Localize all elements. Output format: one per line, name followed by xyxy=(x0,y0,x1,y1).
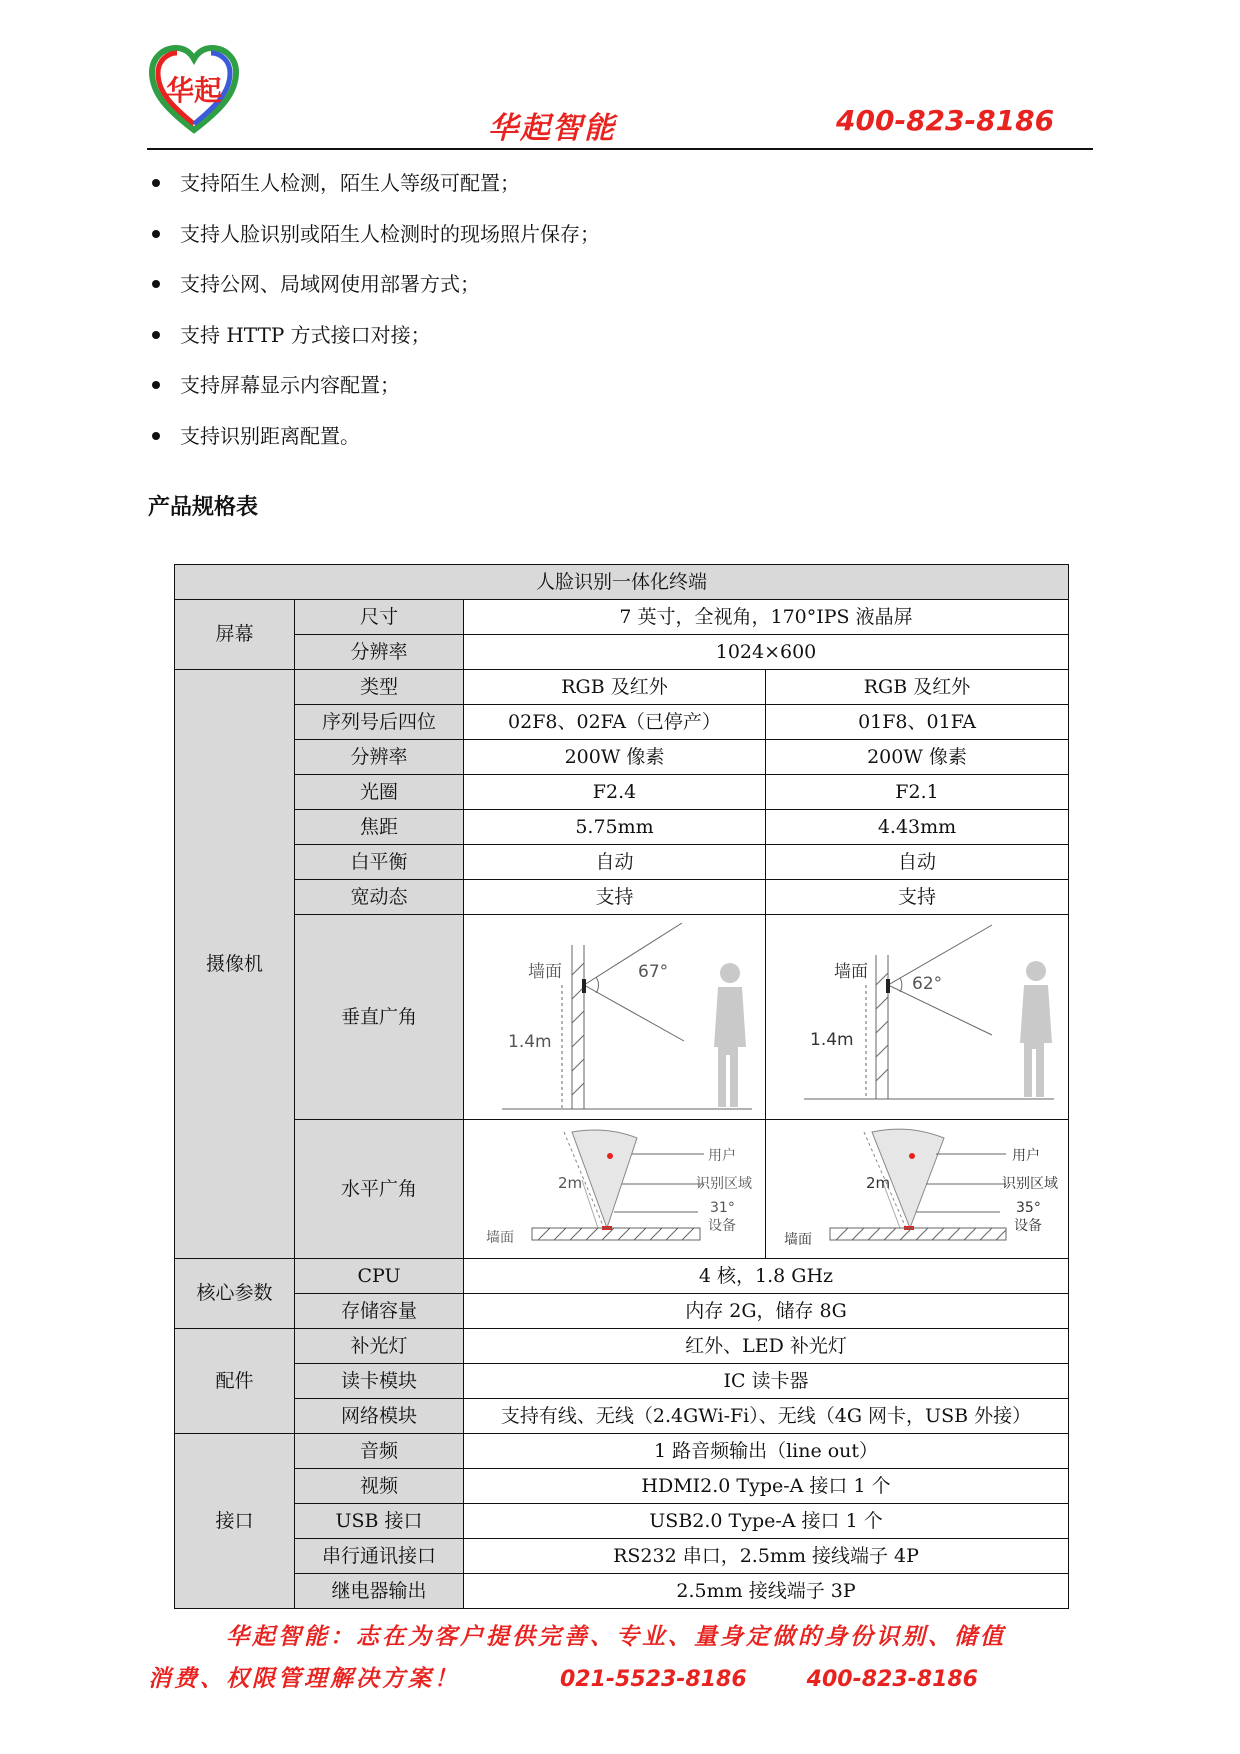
spec-label: 视频 xyxy=(295,1469,464,1504)
spec-label: 类型 xyxy=(295,670,464,705)
spec-value: F2.4 xyxy=(464,775,766,810)
bullet-icon xyxy=(152,432,160,440)
spec-value: RGB 及红外 xyxy=(766,670,1069,705)
spec-value: 支持 xyxy=(464,880,766,915)
svg-text:识别区域: 识别区域 xyxy=(1002,1176,1058,1192)
footer-phone-2: 400-823-8186 xyxy=(806,1667,978,1692)
feature-list xyxy=(150,166,600,469)
spec-label: USB 接口 xyxy=(295,1504,464,1539)
list-item: 支持公网、局域网使用部署方式； xyxy=(150,267,600,318)
spec-value: 4 核，1.8 GHz xyxy=(464,1259,1069,1294)
svg-text:墙面: 墙面 xyxy=(834,962,868,982)
svg-text:1.4m: 1.4m xyxy=(810,1030,854,1050)
svg-text:31°: 31° xyxy=(710,1200,735,1216)
spec-label: 串行通讯接口 xyxy=(295,1539,464,1574)
bullet-icon xyxy=(152,179,160,187)
spec-label: 宽动态 xyxy=(295,880,464,915)
list-item: 支持屏幕显示内容配置； xyxy=(150,368,600,419)
spec-value: 02F8、02FA（已停产） xyxy=(464,705,766,740)
vertical-angle-diagram-b xyxy=(766,915,1069,1120)
spec-label: 读卡模块 xyxy=(295,1364,464,1399)
spec-value: IC 读卡器 xyxy=(464,1364,1069,1399)
spec-value: 自动 xyxy=(766,845,1069,880)
group-core: 核心参数 xyxy=(175,1259,295,1329)
spec-value: 2.5mm 接线端子 3P xyxy=(464,1574,1069,1609)
svg-text:设备: 设备 xyxy=(708,1218,736,1234)
list-item: 支持人脸识别或陌生人检测时的现场照片保存； xyxy=(150,217,600,268)
horizontal-angle-diagram-b xyxy=(766,1120,1069,1259)
spec-label: 继电器输出 xyxy=(295,1574,464,1609)
svg-text:设备: 设备 xyxy=(1014,1218,1042,1234)
spec-value: 01F8、01FA xyxy=(766,705,1069,740)
spec-label: 光圈 xyxy=(295,775,464,810)
group-camera: 摄像机 xyxy=(175,670,295,1259)
spec-label: 白平衡 xyxy=(295,845,464,880)
spec-value: F2.1 xyxy=(766,775,1069,810)
spec-table xyxy=(174,564,1069,1609)
spec-value: RS232 串口，2.5mm 接线端子 4P xyxy=(464,1539,1069,1574)
header-company: 华起智能 xyxy=(488,111,616,146)
header-divider xyxy=(147,148,1093,150)
svg-text:墙面: 墙面 xyxy=(486,1230,514,1246)
spec-value: 200W 像素 xyxy=(464,740,766,775)
spec-value: 5.75mm xyxy=(464,810,766,845)
spec-label: 网络模块 xyxy=(295,1399,464,1434)
spec-label: 音频 xyxy=(295,1434,464,1469)
svg-text:1.4m: 1.4m xyxy=(508,1032,552,1052)
spec-value: 4.43mm xyxy=(766,810,1069,845)
group-accessories: 配件 xyxy=(175,1329,295,1434)
spec-label: 尺寸 xyxy=(295,600,464,635)
heart-logo-icon xyxy=(148,44,240,136)
footer-line-2 xyxy=(148,1660,978,1693)
spec-label: 水平广角 xyxy=(295,1120,464,1259)
spec-value: USB2.0 Type-A 接口 1 个 xyxy=(464,1504,1069,1539)
svg-text:用户: 用户 xyxy=(708,1148,736,1164)
bullet-icon xyxy=(152,280,160,288)
footer-phone-1: 021-5523-8186 xyxy=(560,1667,747,1692)
spec-value: 200W 像素 xyxy=(766,740,1069,775)
footer-slogan-2: 消费、权限管理解决方案！ xyxy=(148,1666,460,1692)
bullet-icon xyxy=(152,230,160,238)
svg-text:62°: 62° xyxy=(912,974,943,994)
svg-text:67°: 67° xyxy=(638,962,669,982)
vertical-angle-diagram-a xyxy=(464,915,766,1120)
svg-text:35°: 35° xyxy=(1016,1200,1041,1216)
spec-label: 序列号后四位 xyxy=(295,705,464,740)
bullet-icon xyxy=(152,381,160,389)
svg-text:墙面: 墙面 xyxy=(784,1232,812,1248)
spec-value: 红外、LED 补光灯 xyxy=(464,1329,1069,1364)
spec-value: 1024×600 xyxy=(464,635,1069,670)
list-item: 支持识别距离配置。 xyxy=(150,419,600,470)
footer-slogan: 华起智能：志在为客户提供完善、专业、量身定做的身份识别、储值 xyxy=(226,1624,1006,1650)
horizontal-angle-diagram-a xyxy=(464,1120,766,1259)
spec-value: 7 英寸，全视角，170°IPS 液晶屏 xyxy=(464,600,1069,635)
spec-label: CPU xyxy=(295,1259,464,1294)
section-title: 产品规格表 xyxy=(148,495,259,520)
bullet-icon xyxy=(152,331,160,339)
spec-value: 1 路音频输出（line out） xyxy=(464,1434,1069,1469)
spec-label: 存储容量 xyxy=(295,1294,464,1329)
spec-value: 支持有线、无线（2.4GWi-Fi）、无线（4G 网卡，USB 外接） xyxy=(464,1399,1069,1434)
header-phone: 400-823-8186 xyxy=(836,104,1055,137)
spec-label: 焦距 xyxy=(295,810,464,845)
svg-text:识别区域: 识别区域 xyxy=(696,1176,752,1192)
spec-value: 内存 2G，储存 8G xyxy=(464,1294,1069,1329)
spec-value: RGB 及红外 xyxy=(464,670,766,705)
spec-value: 支持 xyxy=(766,880,1069,915)
svg-text:用户: 用户 xyxy=(1012,1148,1040,1164)
spec-value: 自动 xyxy=(464,845,766,880)
spec-value: HDMI2.0 Type-A 接口 1 个 xyxy=(464,1469,1069,1504)
svg-text:2m: 2m xyxy=(866,1174,891,1192)
svg-text:墙面: 墙面 xyxy=(528,962,562,982)
list-item: 支持 HTTP 方式接口对接； xyxy=(150,318,600,369)
logo-text: 华起 xyxy=(165,74,223,107)
spec-label: 分辨率 xyxy=(295,740,464,775)
group-interfaces: 接口 xyxy=(175,1434,295,1609)
list-item: 支持陌生人检测，陌生人等级可配置； xyxy=(150,166,600,217)
spec-label: 补光灯 xyxy=(295,1329,464,1364)
spec-table-title: 人脸识别一体化终端 xyxy=(175,565,1069,600)
spec-label: 分辨率 xyxy=(295,635,464,670)
group-screen: 屏幕 xyxy=(175,600,295,670)
spec-label: 垂直广角 xyxy=(295,915,464,1120)
svg-text:2m: 2m xyxy=(558,1174,583,1192)
